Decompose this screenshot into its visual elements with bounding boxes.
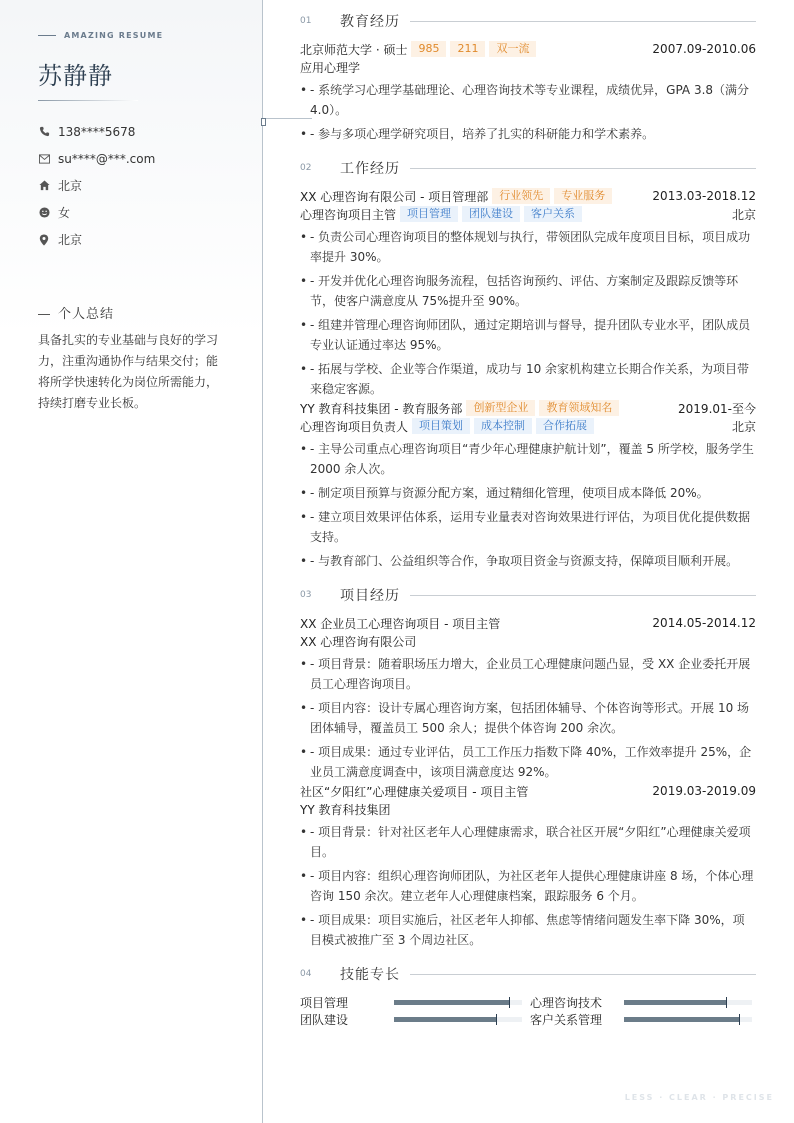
section-rule	[410, 974, 756, 975]
skill-marker	[726, 997, 727, 1008]
contact-list	[38, 118, 155, 253]
list-item	[300, 227, 756, 267]
home-icon	[38, 180, 50, 192]
project-org: XX 心理咨询有限公司	[300, 634, 417, 649]
contact-email-text[interactable]: su****@***.com	[58, 151, 156, 166]
list-item	[300, 551, 756, 571]
skill-name: 心理咨询技术	[530, 995, 603, 1010]
section-rule	[410, 168, 756, 169]
bullet-text: • - 建立项目效果评估体系，运用专业量表对咨询效果进行评估，为项目优化提供数据支持。	[310, 510, 751, 544]
tag-badge: 教育领域知名	[539, 400, 619, 416]
location-pin-icon	[38, 234, 50, 246]
tag-badge: 创新型企业	[466, 400, 535, 416]
contact-email	[38, 145, 155, 172]
education-header-row	[300, 40, 756, 58]
section-number: 04	[300, 969, 312, 979]
footer-tagline: LESS · CLEAR · PRECISE	[624, 1093, 774, 1102]
skill-item	[530, 993, 752, 1011]
bullet-text: • - 主导公司重点心理咨询项目“青少年心理健康护航计划”，覆盖 5 所学校，服务学生 2000 余人次。	[310, 442, 754, 476]
face-icon	[38, 207, 50, 219]
date-range: 2019.03-2019.09	[652, 784, 756, 798]
work-entry	[300, 187, 756, 399]
project-org: YY 教育科技集团	[300, 802, 391, 817]
project-entry	[300, 782, 756, 950]
job-role-row	[300, 205, 756, 223]
section-title: 教育经历	[340, 14, 400, 30]
skill-bar	[624, 1000, 752, 1005]
bullet-text: • - 与教育部门、公益组织等合作，争取项目资金与资源支持，保障项目顺利开展。	[310, 554, 739, 568]
project-name: 社区“夕阳红”心理健康关爱项目 - 项目主管	[300, 784, 529, 799]
major: 应用心理学	[300, 60, 361, 75]
list-item	[300, 124, 756, 144]
job-role: 心理咨询项目负责人	[300, 419, 409, 434]
school-name: 北京师范大学 · 硕士	[300, 42, 408, 57]
tag-badge: 项目管理	[400, 206, 458, 222]
list-item	[300, 439, 756, 479]
company-name: YY 教育科技集团 - 教育服务部	[300, 401, 463, 416]
section-projects-header	[300, 585, 756, 605]
list-item	[300, 654, 756, 694]
education-entry	[300, 40, 756, 144]
summary-text: 具备扎实的专业基础与良好的学习力，注重沟通协作与结果交付；能将所学快速转化为岗位所需能力，持续打磨专业长板。	[38, 333, 219, 410]
tag-badge: 项目策划	[412, 418, 470, 434]
section-number: 01	[300, 16, 312, 26]
skill-fill	[624, 1017, 739, 1022]
list-item	[300, 822, 756, 862]
bullet-text: • - 项目成果：通过专业评估，员工工作压力指数下降 40%，工作效率提升 25%，企业员工满意度调查中，该项目满意度达 92%。	[310, 745, 752, 779]
summary-heading-text: 个人总结	[58, 307, 115, 322]
tag-badge: 985	[411, 41, 446, 57]
bullet-text: • - 拓展与学校、企业等合作渠道，成功与 10 余家机构建立长期合作关系，为项目带来稳定客源。	[310, 362, 750, 396]
mail-icon	[38, 153, 50, 165]
bullet-text: • - 参与多项心理学研究项目，培养了扎实的科研能力和学术素养。	[310, 127, 655, 141]
project-name: XX 企业员工心理咨询项目 - 项目主管	[300, 616, 501, 631]
section-work-header	[300, 158, 756, 178]
project-org-row	[300, 800, 756, 818]
section-rule	[410, 595, 756, 596]
candidate-name: 苏静静	[38, 62, 113, 90]
job-role-row	[300, 417, 756, 435]
job-role: 心理咨询项目主管	[300, 207, 397, 222]
sidebar	[0, 0, 263, 1123]
contact-gender-text: 女	[58, 206, 71, 220]
brand-dash	[38, 35, 56, 36]
project-entry	[300, 614, 756, 782]
tag-badge: 双一流	[489, 41, 536, 57]
skill-marker	[509, 997, 510, 1008]
list-item	[300, 910, 756, 950]
list-item	[300, 359, 756, 399]
date-range: 2019.01-至今	[678, 401, 756, 416]
phone-icon	[38, 126, 50, 138]
date-range: 2014.05-2014.12	[652, 616, 756, 630]
tag-badge: 客户关系	[524, 206, 582, 222]
section-education-header	[300, 11, 756, 31]
skill-name: 项目管理	[300, 995, 349, 1010]
list-item	[300, 483, 756, 503]
bullet-text: • - 项目背景：随着职场压力增大，企业员工心理健康问题凸显，受 XX 企业委托开展员工心理咨询项目。	[310, 657, 751, 691]
tag-badge: 211	[450, 41, 485, 57]
brand-text: AMAZING RESUME	[64, 31, 164, 40]
tag-badge: 成本控制	[474, 418, 532, 434]
skill-name: 团队建设	[300, 1012, 349, 1027]
project-header-row	[300, 614, 756, 632]
contact-home	[38, 172, 155, 199]
skill-marker	[739, 1014, 740, 1025]
skill-fill	[624, 1000, 726, 1005]
job-city: 北京	[731, 207, 756, 222]
contact-phone-text: 138****5678	[58, 124, 136, 139]
job-header-row	[300, 187, 756, 205]
education-major-row	[300, 58, 756, 76]
project-org-row	[300, 632, 756, 650]
bullet-text: • - 项目内容：设计专属心理咨询方案，包括团体辅导、个体咨询等形式。开展 10 场团体辅导，覆盖员工 500 余人；提供个体咨询 200 余次。	[310, 701, 750, 735]
section-rule	[410, 21, 756, 22]
name-divider	[38, 100, 138, 101]
section-title: 项目经历	[340, 588, 400, 604]
tag-badge: 行业领先	[492, 188, 550, 204]
list-item	[300, 271, 756, 311]
bullet-text: • - 项目背景：针对社区老年人心理健康需求，联合社区开展“夕阳红”心理健康关爱项目。	[310, 825, 751, 859]
section-number: 03	[300, 590, 312, 600]
skill-fill	[394, 1000, 509, 1005]
skill-fill	[394, 1017, 496, 1022]
skill-bar	[394, 1017, 522, 1022]
contact-location	[38, 226, 155, 253]
skill-bar	[624, 1017, 752, 1022]
bullet-text: • - 负责公司心理咨询项目的整体规划与执行，带领团队完成年度项目目标，项目成功率提升 30%。	[310, 230, 751, 264]
brand-label	[38, 31, 163, 40]
list-item	[300, 315, 756, 355]
work-entry	[300, 399, 756, 571]
bullet-text: • - 组建并管理心理咨询师团队，通过定期培训与督导，提升团队专业水平，团队成员专业认证通过率达 95%。	[310, 318, 751, 352]
timeline-marker	[261, 118, 266, 126]
bullet-text: • - 项目内容：组织心理咨询师团队，为社区老年人提供心理健康讲座 8 场，个体心理咨询 150 余次。建立老年人心理健康档案，跟踪服务 6 个月。	[310, 869, 754, 903]
contact-home-text: 北京	[58, 179, 83, 193]
job-city: 北京	[731, 419, 756, 434]
tag-badge: 专业服务	[554, 188, 612, 204]
summary-dash	[38, 314, 50, 315]
skill-item	[530, 1010, 752, 1028]
skill-item	[300, 1010, 522, 1028]
skill-bar	[394, 1000, 522, 1005]
bullet-text: • - 开发并优化心理咨询服务流程，包括咨询预约、评估、方案制定及跟踪反馈等环节，使客户满意度从 75%提升至 90%。	[310, 274, 739, 308]
list-item	[300, 80, 756, 120]
tag-badge: 团队建设	[462, 206, 520, 222]
section-title: 技能专长	[340, 967, 400, 983]
summary-heading	[38, 303, 114, 322]
job-header-row	[300, 399, 756, 417]
tag-badge: 合作拓展	[536, 418, 594, 434]
skill-item	[300, 993, 522, 1011]
date-range: 2007.09-2010.06	[652, 42, 756, 56]
section-number: 02	[300, 163, 312, 173]
company-name: XX 心理咨询有限公司 - 项目管理部	[300, 189, 489, 204]
list-item	[300, 507, 756, 547]
section-title: 工作经历	[340, 161, 400, 177]
section-skills-header	[300, 964, 756, 984]
contact-gender	[38, 199, 155, 226]
bullet-text: • - 制定项目预算与资源分配方案，通过精细化管理，使项目成本降低 20%。	[310, 486, 709, 500]
project-header-row	[300, 782, 756, 800]
skill-marker	[496, 1014, 497, 1025]
list-item	[300, 866, 756, 906]
bullet-text: • - 系统学习心理学基础理论、心理咨询技术等专业课程，成绩优异，GPA 3.8（满分 4.0）。	[310, 83, 750, 117]
contact-phone	[38, 118, 155, 145]
list-item	[300, 742, 756, 782]
bullet-text: • - 项目成果：项目实施后，社区老年人抑郁、焦虑等情绪问题发生率下降 30%，项目模式被推广至 3 个周边社区。	[310, 913, 745, 947]
skill-name: 客户关系管理	[530, 1012, 603, 1027]
list-item	[300, 698, 756, 738]
date-range: 2013.03-2018.12	[652, 189, 756, 203]
contact-location-text: 北京	[58, 233, 83, 247]
